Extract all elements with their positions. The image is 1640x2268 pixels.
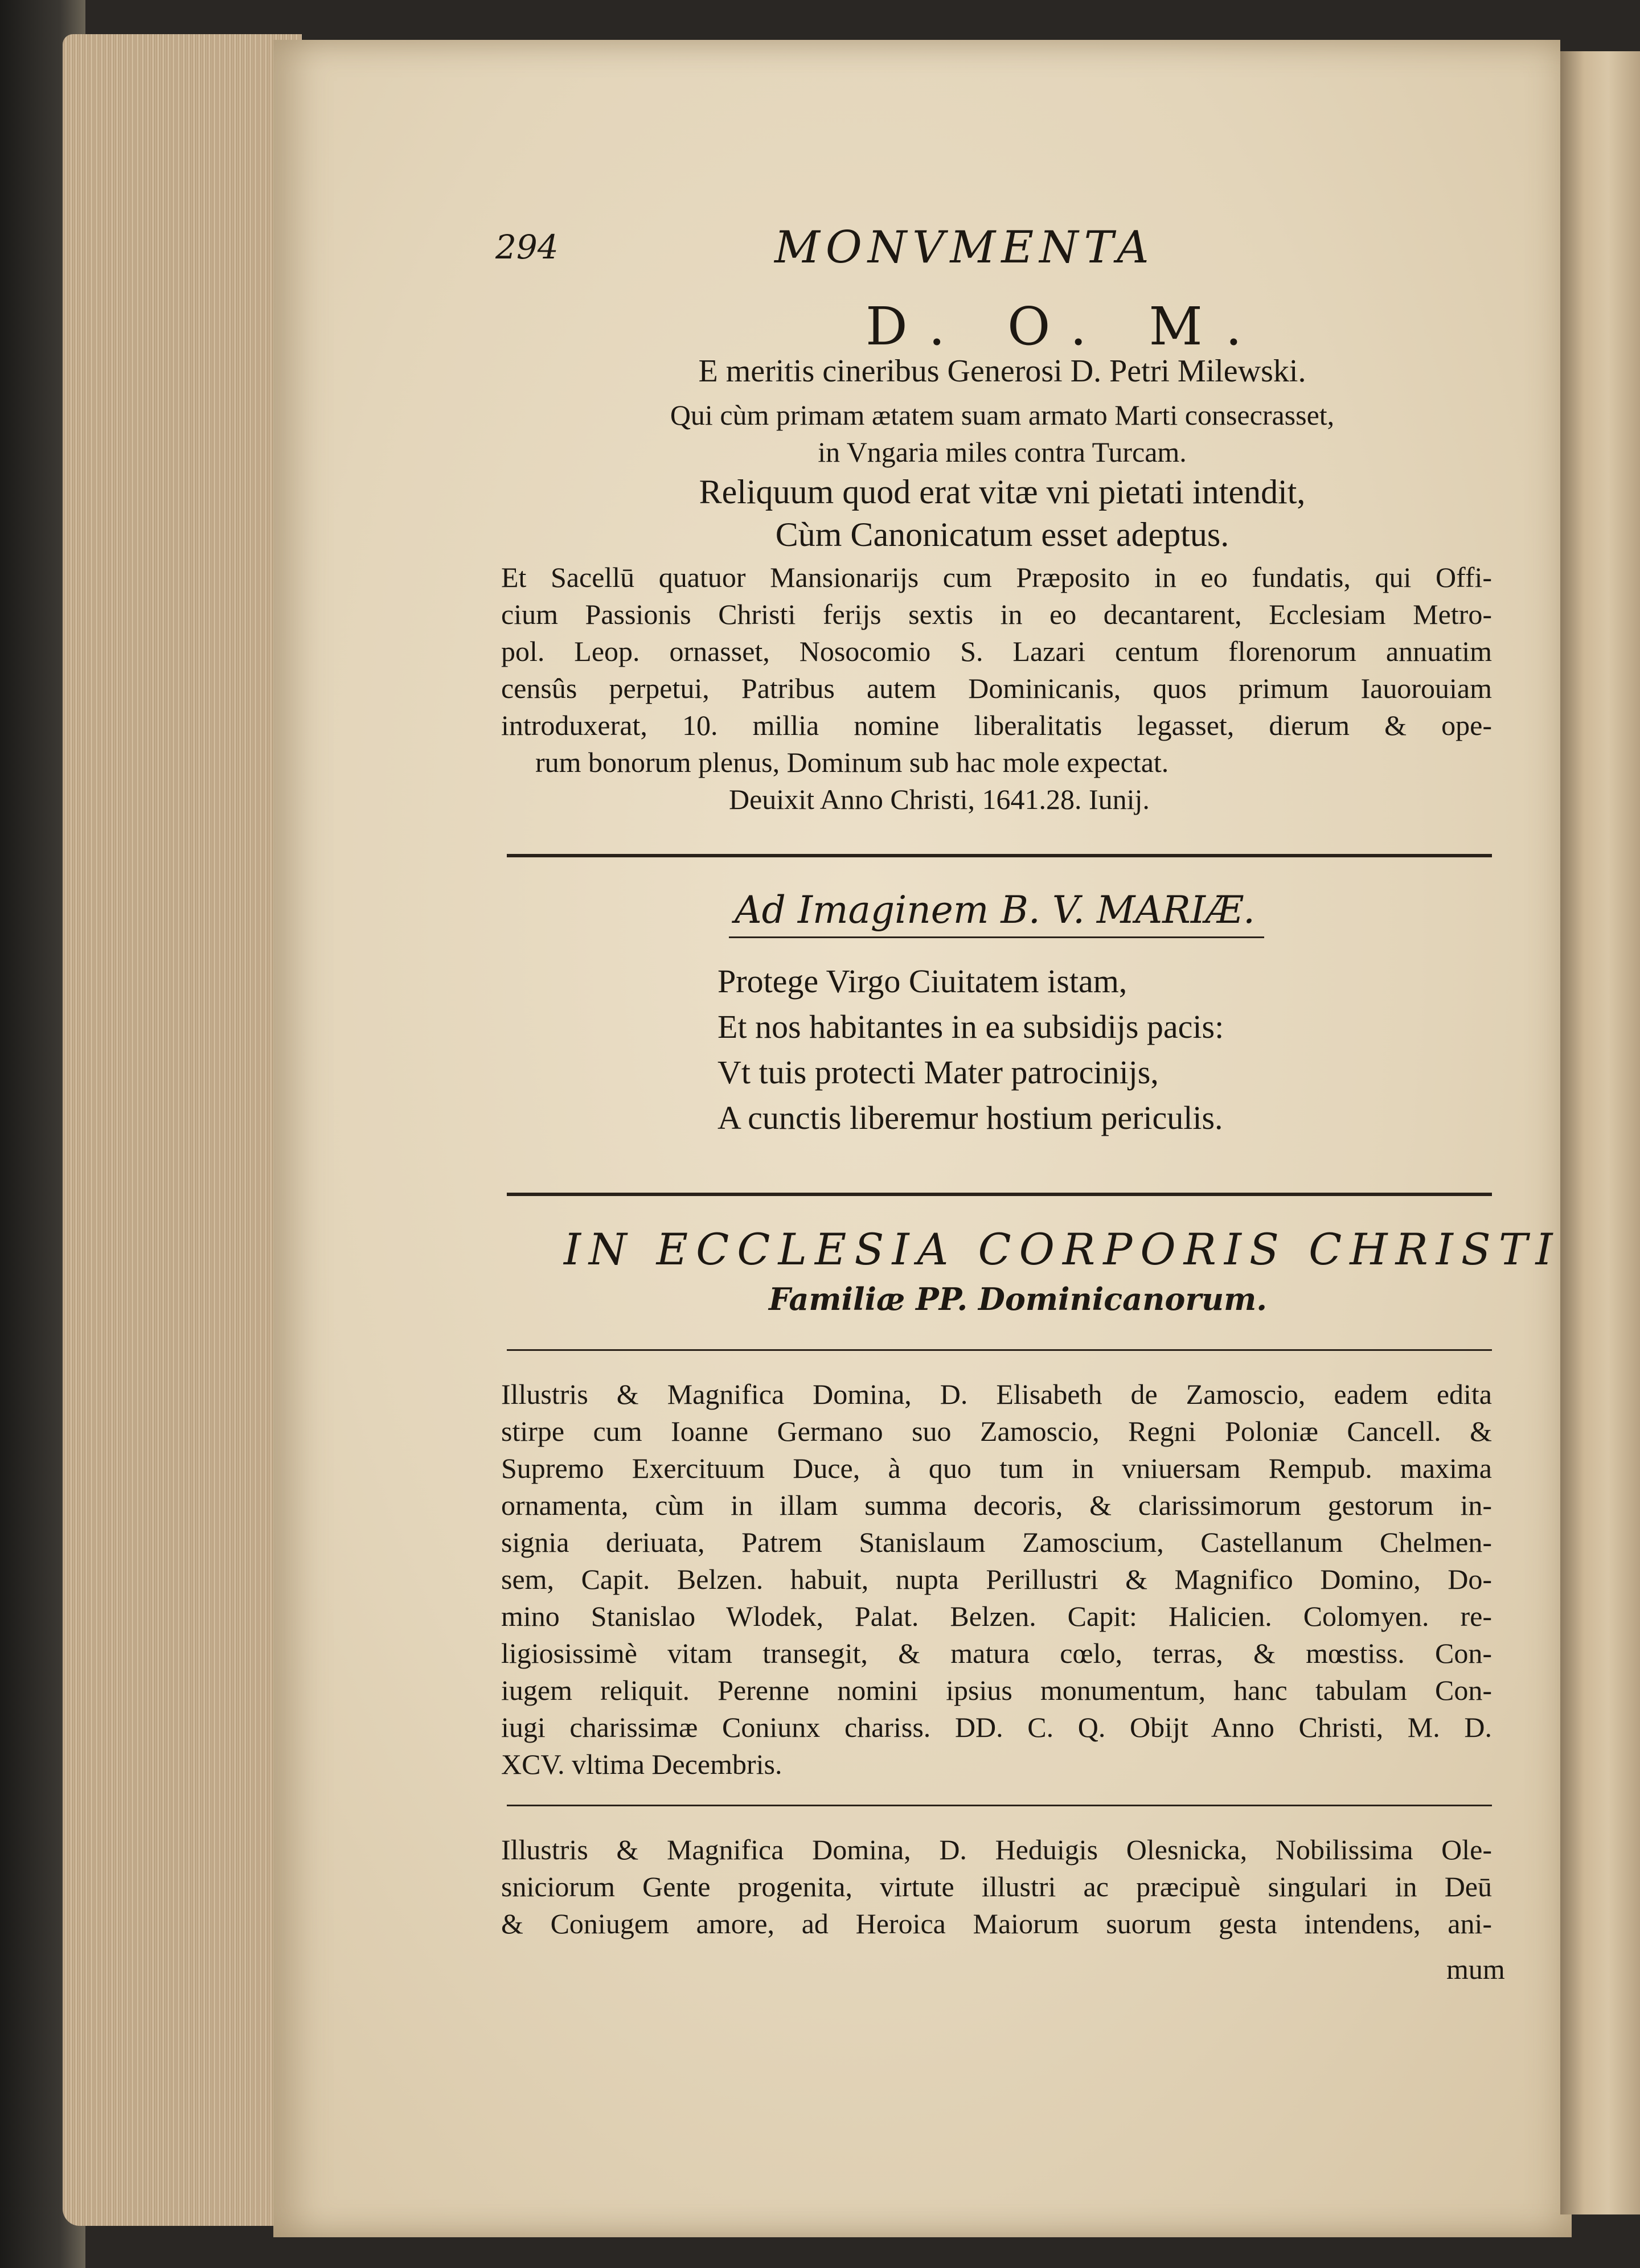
- epitaph-line: in Vngaria miles contra Turcam.: [818, 436, 1187, 468]
- catchword: mum: [1446, 1953, 1505, 1985]
- hymn-line: Vt tuis protecti Mater patrocinijs,: [718, 1054, 1159, 1091]
- epitaph-paragraph-line: Illustris & Magnifica Domina, D. Elisabeth de Zamoscio, eadem edita: [501, 1378, 1492, 1410]
- epitaph-paragraph-line: iugem reliquit. Perenne nomini ipsius monumentum, hanc tabulam Con-: [501, 1674, 1492, 1706]
- epitaph-paragraph-line: rum bonorum plenus, Dominum sub hac mole expectat.: [535, 746, 1169, 778]
- epitaph-paragraph-line: & Coniugem amore, ad Heroica Maiorum suorum gesta intendens, ani-: [501, 1908, 1492, 1940]
- epitaph-paragraph-line: XCV. vltima Decembris.: [501, 1748, 782, 1780]
- facing-page-edge: [1560, 51, 1640, 2214]
- epitaph-paragraph-line: signia deriuata, Patrem Stanislaum Zamoscium, Castellanum Chelmen-: [501, 1526, 1492, 1558]
- hymn-line: Et nos habitantes in ea subsidijs pacis:: [718, 1008, 1224, 1045]
- epitaph-paragraph-line: censûs perpetui, Patribus autem Dominicanis, quos primum Iauorouiam: [501, 672, 1492, 704]
- epitaph-heading: D. O. M.: [866, 296, 1265, 357]
- hymn-line: A cunctis liberemur hostium periculis.: [718, 1099, 1223, 1136]
- hymn-title-underline: [729, 936, 1264, 938]
- hymn-line: Protege Virgo Ciuitatem istam,: [718, 963, 1128, 1000]
- hymn-title: Ad Imaginem B. V. MARIÆ.: [735, 888, 1255, 932]
- epitaph-paragraph-line: introduxerat, 10. millia nomine liberalitatis legasset, dierum & ope-: [501, 709, 1492, 741]
- section-title: IN ECCLESIA CORPORIS CHRISTI: [564, 1224, 1561, 1275]
- page-number: 294: [495, 228, 559, 266]
- divider-rule: [507, 854, 1492, 857]
- epitaph-paragraph-line: iugi charissimæ Coniunx chariss. DD. C. Q. Obijt Anno Christi, M. D.: [501, 1711, 1492, 1743]
- epitaph-line: E meritis cineribus Generosi D. Petri Milewski.: [698, 354, 1306, 389]
- page-edge-stack: [63, 34, 302, 2226]
- epitaph-line: Qui cùm primam ætatem suam armato Marti consecrasset,: [670, 399, 1335, 431]
- divider-rule: [507, 1805, 1492, 1806]
- epitaph-paragraph-line: pol. Leop. ornasset, Nosocomio S. Lazari centum florenorum annuatim: [501, 635, 1492, 667]
- epitaph-paragraph-line: sem, Capit. Belzen. habuit, nupta Perillustri & Magnifico Domino, Do-: [501, 1563, 1492, 1595]
- background-corner: [1560, 0, 1640, 51]
- epitaph-paragraph-line: Illustris & Magnifica Domina, D. Heduigis Olesnicka, Nobilissima Ole-: [501, 1834, 1492, 1866]
- epitaph-paragraph-line: ligiosissimè vitam transegit, & matura cœlo, terras, & mœstiss. Con-: [501, 1637, 1492, 1669]
- section-subtitle: Familiæ PP. Dominicanorum.: [769, 1281, 1268, 1317]
- divider-rule: [507, 1193, 1492, 1196]
- divider-rule: [507, 1349, 1492, 1351]
- epitaph-paragraph-line: cium Passionis Christi ferijs sextis in eo decantarent, Ecclesiam Metro-: [501, 598, 1492, 630]
- epitaph-line: Cùm Canonicatum esset adeptus.: [775, 516, 1229, 553]
- epitaph-paragraph-line: Et Sacellū quatuor Mansionarijs cum Præposito in eo fundatis, qui Offi-: [501, 561, 1492, 593]
- running-title: MONVMENTA: [774, 222, 1155, 273]
- epitaph-paragraph-line: mino Stanislao Wlodek, Palat. Belzen. Capit: Halicien. Colomyen. re-: [501, 1600, 1492, 1632]
- epitaph-line: Reliquum quod erat vitæ vni pietati intendit,: [699, 473, 1306, 511]
- epitaph-paragraph-line: Supremo Exercituum Duce, à quo tum in vniuersam Rempub. maxima: [501, 1452, 1492, 1484]
- epitaph-paragraph-line: stirpe cum Ioanne Germano suo Zamoscio, Regni Poloniæ Cancell. &: [501, 1415, 1492, 1447]
- epitaph-closing: Deuixit Anno Christi, 1641.28. Iunij.: [729, 783, 1150, 815]
- epitaph-paragraph-line: sniciorum Gente progenita, virtute illustri ac præcipuè singulari in Deū: [501, 1871, 1492, 1903]
- epitaph-paragraph-line: ornamenta, cùm in illam summa decoris, & clarissimorum gestorum in-: [501, 1489, 1492, 1521]
